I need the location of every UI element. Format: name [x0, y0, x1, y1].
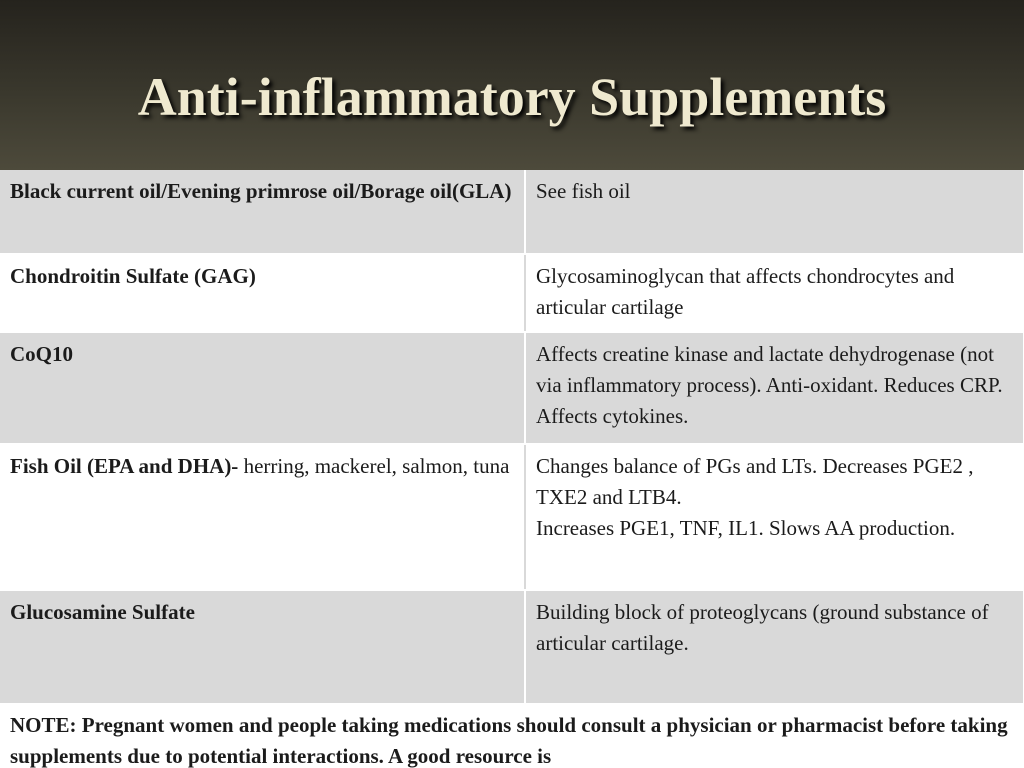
supplement-name: CoQ10 — [10, 342, 73, 366]
supplements-table — [0, 170, 1024, 705]
supplement-name: Fish Oil (EPA and DHA)- — [10, 454, 239, 478]
table-row — [0, 444, 1024, 590]
description-cell: See fish oil — [525, 170, 1024, 254]
description-cell — [525, 444, 1024, 590]
supplement-cell — [0, 254, 525, 332]
slide-title: Anti-inflammatory Supplements — [137, 67, 887, 127]
table-row — [0, 170, 1024, 254]
note-text: NOTE: Pregnant women and people taking medications should consult a physician or pharmacist before taking supplements due to potential interactions. A good resource is — [0, 704, 1024, 768]
description-line: Changes balance of PGs and LTs. Decreases PGE2 , TXE2 and LTB4. — [536, 454, 974, 509]
supplement-name: Glucosamine Sulfate — [10, 600, 195, 624]
table-row — [0, 332, 1024, 444]
supplement-name: Chondroitin Sulfate (GAG) — [10, 264, 256, 288]
supplement-name: Black current oil/Evening primrose oil/Borage oil(GLA) — [10, 179, 512, 203]
supplement-cell — [0, 170, 525, 254]
title-band — [0, 0, 1024, 170]
description-cell: Glycosaminoglycan that affects chondrocytes and articular cartilage — [525, 254, 1024, 332]
table-row — [0, 590, 1024, 704]
description-cell: Affects creatine kinase and lactate dehydrogenase (not via inflammatory process). Anti-oxidant. Reduces CRP. Affects cytokines. — [525, 332, 1024, 444]
description-cell: Building block of proteoglycans (ground substance of articular cartilage. — [525, 590, 1024, 704]
description-line: Increases PGE1, TNF, IL1. Slows AA production. — [536, 516, 956, 540]
supplement-cell — [0, 332, 525, 444]
table-row — [0, 254, 1024, 332]
supplement-cell — [0, 590, 525, 704]
supplement-cell — [0, 444, 525, 590]
supplement-sources: herring, mackerel, salmon, tuna — [238, 454, 510, 478]
